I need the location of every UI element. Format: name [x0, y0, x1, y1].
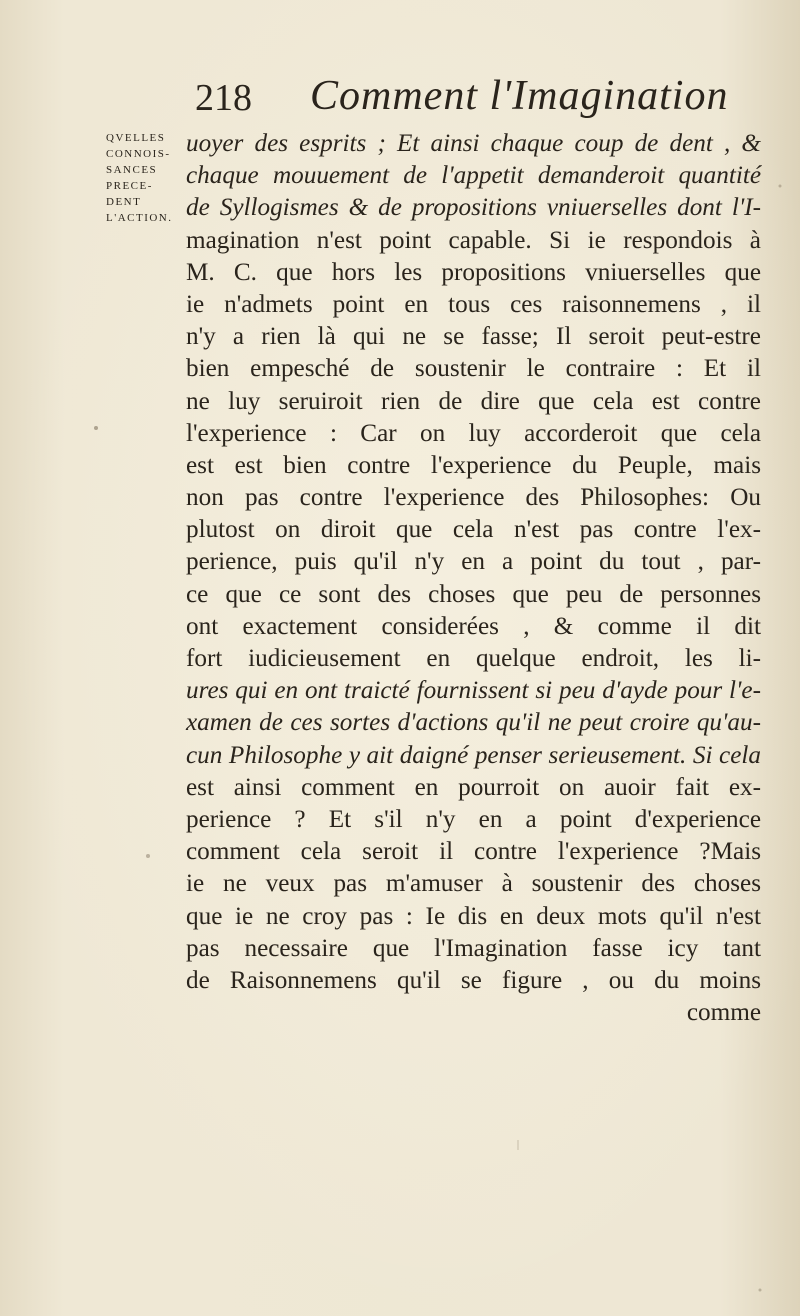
- text-line: n'y a rien là qui ne se fasse; Il seroit peut-estre: [186, 323, 761, 351]
- ink-speck: [759, 1289, 762, 1292]
- text-line: comment cela seroit il contre l'experience ?Mais: [186, 838, 761, 866]
- text-line: ne luy seruiroit rien de dire que cela est contre: [186, 387, 761, 415]
- text-line: de Syllogismes & de propositions vniuerselles dont l'I-: [186, 194, 761, 222]
- text-line: uoyer des esprits ; Et ainsi chaque coup de dent , &: [186, 130, 761, 157]
- text-line: perience, puis qu'il n'y en a point du tout , par-: [186, 548, 761, 576]
- text-line: bien empesché de soustenir le contraire : Et il: [186, 355, 761, 383]
- running-title: Comment l'Imagination: [310, 73, 729, 119]
- text-line: xamen de ces sortes d'actions qu'il ne peut croire qu'au-: [186, 709, 761, 737]
- ink-speck: [779, 185, 782, 188]
- text-line: plutost on diroit que cela n'est pas contre l'ex-: [186, 516, 761, 544]
- text-line: que ie ne croy pas : Ie dis en deux mots qu'il n'est: [186, 902, 761, 930]
- marginal-note-line: DENT: [106, 196, 142, 208]
- text-line: M. C. que hors les propositions vniuerselles que: [186, 258, 761, 286]
- text-line: ce que ce sont des choses que peu de personnes: [186, 580, 761, 608]
- text-line: ont exactement considerées , & comme il dit: [186, 612, 761, 640]
- text-line: ures qui en ont traicté fournissent si peu d'ayde pour l'e-: [186, 677, 761, 705]
- page-number: 218: [195, 77, 252, 119]
- marginal-note-line: L'ACTION.: [106, 212, 173, 224]
- marginal-note: [106, 130, 186, 226]
- text-line: de Raisonnemens qu'il se figure , ou du moins: [186, 966, 761, 994]
- ink-speck: [146, 854, 150, 858]
- text-line: ie n'admets point en tous ces raisonnemens , il: [186, 290, 761, 318]
- text-line: ie ne veux pas m'amuser à soustenir des choses: [186, 870, 761, 898]
- marginal-note-line: SANCES: [106, 164, 158, 176]
- ink-speck: [94, 426, 98, 430]
- text-line: pas necessaire que l'Imagination fasse icy tant: [186, 934, 761, 962]
- marginal-note-line: PRECE-: [106, 180, 153, 192]
- text-line: cun Philosophe y ait daigné penser serieusement. Si cela: [186, 741, 761, 769]
- marginal-note-line: QVELLES: [106, 132, 166, 144]
- text-line: l'experience : Car on luy accorderoit que cela: [186, 419, 761, 447]
- page-header: [195, 72, 755, 128]
- marginal-note-line: CONNOIS-: [106, 148, 171, 160]
- catchword: comme: [686, 999, 761, 1027]
- text-line: fort iudicieusement en quelque endroit, les li-: [186, 645, 761, 672]
- text-line: chaque mouuement de l'appetit demanderoit quantité: [186, 162, 761, 190]
- body-text: [186, 128, 761, 1029]
- text-line: non pas contre l'experience des Philosophes: Ou: [186, 484, 761, 512]
- text-line: est ainsi comment en pourroit on auoir fait ex-: [186, 773, 761, 801]
- text-line: est est bien contre l'experience du Peuple, mais: [186, 451, 761, 479]
- text-line: magination n'est point capable. Si ie respondois à: [186, 226, 761, 254]
- text-line: perience ? Et s'il n'y en a point d'experience: [186, 805, 761, 833]
